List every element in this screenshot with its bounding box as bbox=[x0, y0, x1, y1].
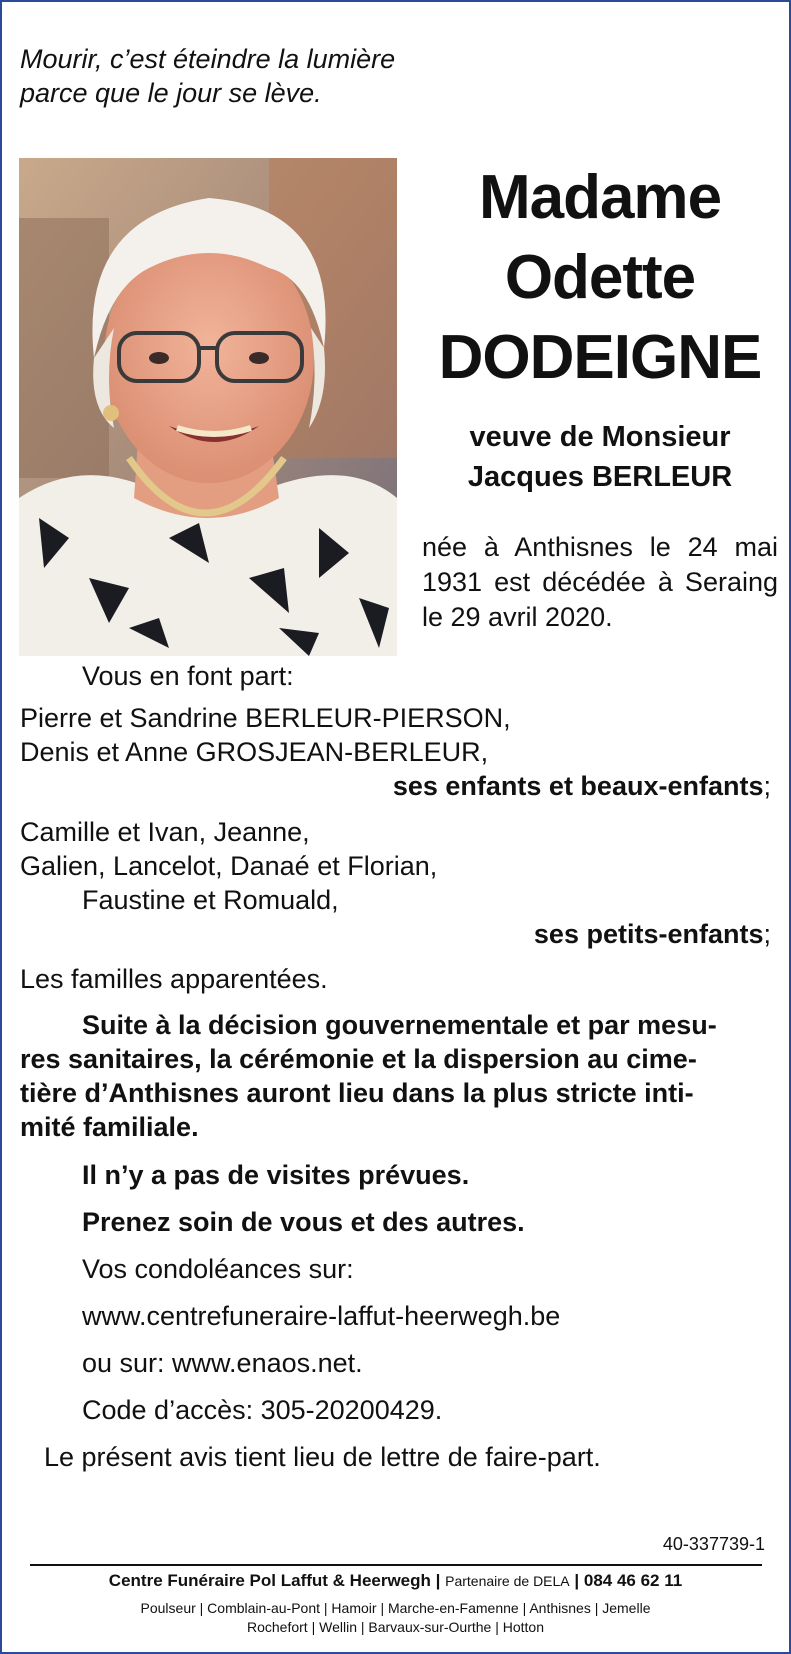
grandchildren-separator: ; bbox=[763, 919, 771, 949]
condolences-text: Vos condoléances sur: bbox=[82, 1254, 354, 1284]
footer-separator-2: | bbox=[569, 1571, 584, 1590]
families-text: Les familles apparentées. bbox=[20, 964, 328, 994]
grandchildren-label: ses petits-enfants bbox=[533, 919, 764, 949]
notice-line-1: Suite à la décision gouvernementale et par mesu- bbox=[82, 1010, 717, 1040]
name-first: Odette bbox=[504, 243, 696, 312]
grandchildren-line-3: Faustine et Romuald, bbox=[82, 885, 339, 915]
condolences-url-2[interactable]: ou sur: www.enaos.net. bbox=[82, 1348, 363, 1378]
locations-line-2: Rochefort | Wellin | Barvaux-sur-Ourthe | Hotton bbox=[247, 1619, 544, 1635]
children-line-2: Denis et Anne GROSJEAN-BERLEUR, bbox=[20, 737, 489, 767]
phone-number: 084 46 62 11 bbox=[583, 1571, 683, 1590]
epigraph-quote bbox=[20, 42, 395, 110]
deceased-name bbox=[420, 158, 780, 398]
notice-line-3: tière d’Anthisnes auront lieu dans la plus stricte inti- bbox=[20, 1078, 694, 1108]
children-line-1: Pierre et Sandrine BERLEUR-PIERSON, bbox=[20, 703, 511, 733]
children-label: ses enfants et beaux-enfants bbox=[392, 771, 764, 801]
intro-text: Vous en font part: bbox=[82, 661, 294, 691]
funeral-home-locations bbox=[2, 1599, 789, 1637]
condolences-url-1[interactable]: www.centrefuneraire-laffut-heerwegh.be bbox=[82, 1301, 561, 1331]
birth-death-text: née à Anthisnes le 24 mai 1931 est décédée à Seraing le 29 avril 2020. bbox=[422, 532, 778, 632]
reference-number: 40-337739-1 bbox=[662, 1534, 765, 1554]
grandchildren-line-1: Camille et Ivan, Jeanne, bbox=[20, 817, 310, 847]
quote-line-1: Mourir, c’est éteindre la lumière bbox=[20, 44, 396, 74]
portrait-illustration bbox=[19, 158, 397, 656]
children-label-line bbox=[393, 769, 771, 803]
portrait-photo bbox=[19, 158, 397, 656]
name-title: Madame bbox=[478, 163, 722, 232]
funeral-home-name: Centre Funéraire Pol Laffut & Heerwegh bbox=[108, 1571, 431, 1590]
quote-line-2: parce que le jour se lève. bbox=[20, 78, 322, 108]
widow-line-1: veuve de Monsieur bbox=[469, 421, 731, 453]
access-code: Code d’accès: 305-20200429. bbox=[82, 1395, 443, 1425]
notice-line-2: res sanitaires, la cérémonie et la dispersion au cime- bbox=[20, 1044, 697, 1074]
no-visits-text: Il n’y a pas de visites prévues. bbox=[82, 1160, 470, 1190]
grandchildren-line-2: Galien, Lancelot, Danaé et Florian, bbox=[20, 851, 438, 881]
take-care-text: Prenez soin de vous et des autres. bbox=[82, 1207, 525, 1237]
footer-divider bbox=[30, 1564, 762, 1566]
funeral-home-line bbox=[2, 1571, 789, 1591]
locations-line-1: Poulseur | Comblain-au-Pont | Hamoir | Marche-en-Famenne | Anthisnes | Jemelle bbox=[140, 1600, 651, 1616]
widow-line-2: Jacques BERLEUR bbox=[467, 461, 733, 493]
children-separator: ; bbox=[763, 771, 771, 801]
notice-line-4: mité familiale. bbox=[20, 1112, 199, 1142]
widow-of bbox=[420, 417, 780, 497]
footer-separator-1: | bbox=[430, 1571, 446, 1590]
grandchildren-label-line bbox=[534, 917, 771, 951]
partner-text: Partenaire de DELA bbox=[445, 1573, 570, 1589]
name-last: DODEIGNE bbox=[438, 323, 762, 392]
closing-text: Le présent avis tient lieu de lettre de faire-part. bbox=[44, 1442, 601, 1472]
